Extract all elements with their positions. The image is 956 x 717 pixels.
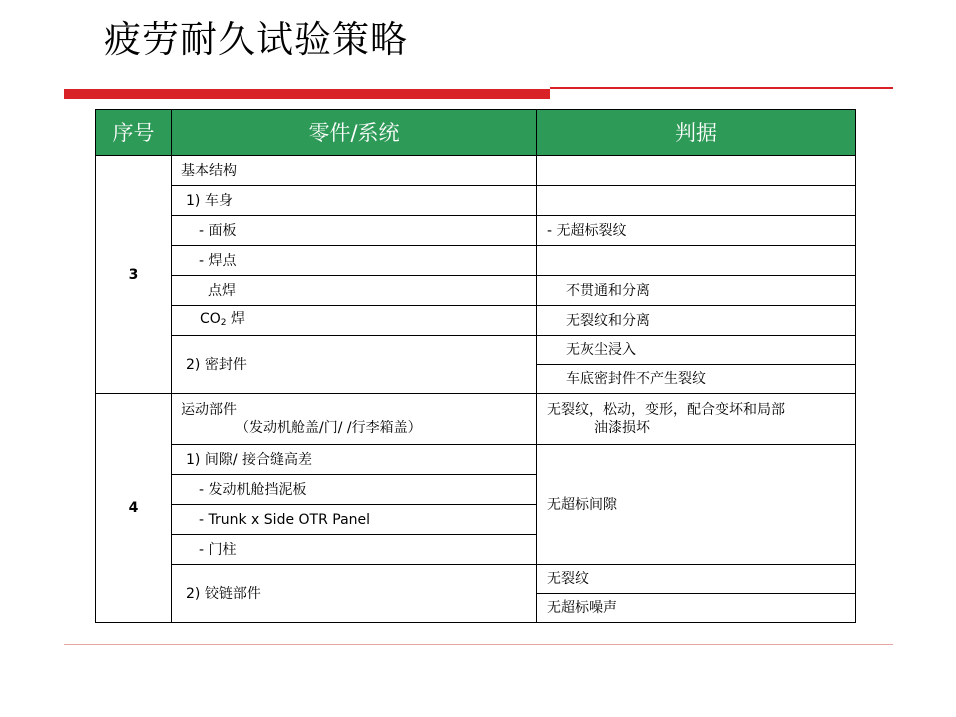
- co2-label: CO: [200, 310, 221, 327]
- judge-cell: [537, 156, 856, 186]
- part-cell: - 门柱: [172, 535, 537, 565]
- weld-label: 焊: [226, 310, 245, 327]
- judge-cell: 无超标间隙: [537, 445, 856, 565]
- part-cell: 2) 密封件: [172, 336, 537, 394]
- table-row: [96, 156, 856, 186]
- judge-cell: - 无超标裂纹: [537, 216, 856, 246]
- strategy-table: [95, 109, 856, 623]
- judge-cell: [537, 186, 856, 216]
- part-cell: [172, 306, 537, 336]
- part-cell: - 发动机舱挡泥板: [172, 475, 537, 505]
- judge-cell: 无灰尘浸入: [537, 336, 856, 365]
- part-cell: - 焊点: [172, 246, 537, 276]
- judge-cell: 无超标噪声: [537, 594, 856, 623]
- header-seq: 序号: [96, 110, 172, 156]
- part-cell: 1) 车身: [172, 186, 537, 216]
- part-cell: 1) 间隙/ 接合缝高差: [172, 445, 537, 475]
- table-row: [96, 186, 856, 216]
- part-cell: 点焊: [172, 276, 537, 306]
- judge-line: 无裂纹，松动，变形，配合变坏和局部: [547, 402, 785, 418]
- row-number: 4: [96, 394, 172, 623]
- co2-subscript: 2: [220, 317, 227, 328]
- part-line: （发动机舱盖/门/ /行李箱盖）: [235, 420, 422, 436]
- part-cell: 基本结构: [172, 156, 537, 186]
- judge-cell: 无裂纹和分离: [537, 306, 856, 336]
- part-cell: - Trunk x Side OTR Panel: [172, 505, 537, 535]
- judge-cell: 不贯通和分离: [537, 276, 856, 306]
- row-number: 3: [96, 156, 172, 394]
- accent-bar: [64, 89, 550, 99]
- judge-cell: 车底密封件不产生裂纹: [537, 365, 856, 394]
- footer-divider: [64, 644, 893, 645]
- table-row: [96, 276, 856, 306]
- judge-cell: 无裂纹: [537, 565, 856, 594]
- part-cell: 2) 铰链部件: [172, 565, 537, 623]
- part-cell: - 面板: [172, 216, 537, 246]
- table-row: [96, 246, 856, 276]
- table-row: [96, 336, 856, 365]
- table-row: [96, 216, 856, 246]
- judge-cell: [537, 394, 856, 445]
- judge-cell: [537, 246, 856, 276]
- slide-title: 疲劳耐久试验策略: [104, 18, 408, 61]
- header-judge: 判据: [537, 110, 856, 156]
- judge-line: 油漆损坏: [594, 420, 650, 436]
- table-row: [96, 565, 856, 594]
- table-row: [96, 394, 856, 445]
- table-row: [96, 445, 856, 475]
- accent-line: [550, 87, 893, 89]
- table-row: [96, 306, 856, 336]
- header-row: [96, 110, 856, 156]
- header-part: 零件/系统: [172, 110, 537, 156]
- part-cell: [172, 394, 537, 445]
- part-line: 运动部件: [181, 402, 237, 418]
